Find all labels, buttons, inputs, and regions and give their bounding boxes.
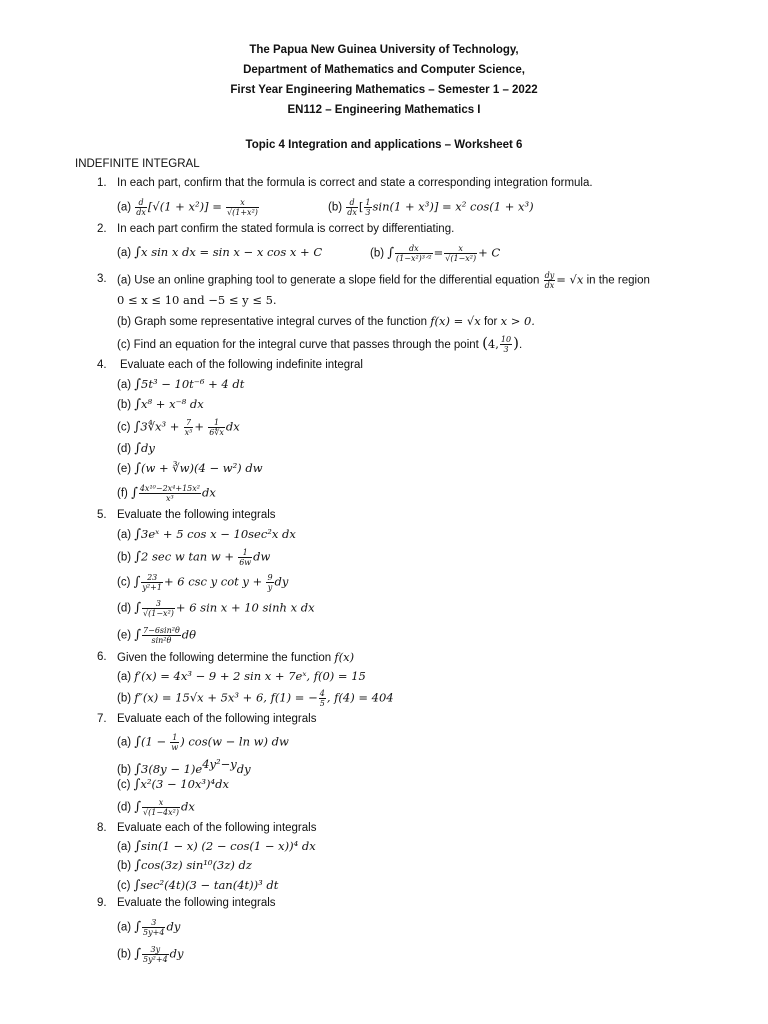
course-code: EN112 – Engineering Mathematics I — [287, 104, 481, 116]
q1-b-expr: sin(1 + x³)] = x² cos(1 + x³) — [372, 199, 534, 214]
q4-c-label: (c) — [117, 421, 131, 434]
q3-c-label: (c) — [117, 339, 131, 351]
q4-e-expr: (w + ∛w)(4 − w²) dw — [141, 461, 263, 475]
q3-c-point-b: $\frac{10}{3}$ — [500, 335, 512, 355]
q1-a-rhs: $\frac{x}{\text{√(1+x²)}}$ — [227, 198, 258, 217]
integral-sign: ∫ — [134, 734, 142, 750]
q2-b-rhs: $\frac{x}{\text{√(1−x²)}}$ — [445, 244, 477, 263]
q8-a-label: (a) — [117, 841, 132, 853]
q7-d-label: (d) — [117, 801, 132, 814]
q4-item-b — [117, 396, 204, 413]
q5-d-frac: $\frac{3}{\text{√(1−x²)}}$ — [143, 599, 174, 618]
q6-number: 6. — [97, 651, 107, 663]
q9-text: Evaluate the following integrals — [117, 897, 276, 909]
q7-item-d — [117, 798, 195, 817]
q5-c-label: (c) — [117, 576, 131, 589]
department-name: Department of Mathematics and Computer Science, — [243, 64, 525, 76]
q3-a-tail: in the region — [586, 274, 650, 287]
q6-b-tail: , f(4) = 404 — [326, 690, 394, 705]
q9-a-frac: $\frac{3}{5y+4}$ — [143, 918, 165, 937]
q6-a-label: (a) — [117, 671, 132, 683]
q6-line — [117, 649, 354, 666]
q7-a-label: (a) — [117, 736, 132, 749]
q5-c-mid: + 6 csc y cot y + — [163, 574, 263, 589]
q5-c-frac2: $\frac{9}{y}$ — [267, 573, 273, 592]
q5-d-label: (d) — [117, 602, 132, 615]
q7-c-expr: x²(3 − 10x³)⁴dx — [140, 777, 229, 791]
q6-b-label: (b) — [117, 692, 132, 705]
q1-a-expr: [√(1 + x²)] = — [147, 199, 222, 214]
integral-sign: ∫ — [131, 485, 138, 501]
q4-c-expr: 3∜x³ + — [140, 419, 180, 434]
q7-a-tail: ) cos(w − ln w) dw — [180, 734, 289, 749]
integral-sign: ∫ — [134, 919, 142, 935]
q7-a-frac: $\frac{1}{w}$ — [171, 733, 179, 752]
q4-item-f — [117, 484, 216, 503]
q2-a-expr: x sin x dx = sin x − x cos x + C — [141, 245, 323, 259]
q6-a-expr: f′(x) = 4x³ − 9 + 2 sin x + 7eˣ, f(0) = 15 — [134, 669, 366, 683]
q5-item-a — [117, 526, 296, 543]
worksheet-title: Topic 4 Integration and applications – Worksheet 6 — [245, 139, 523, 151]
q4-text: Evaluate each of the following indefinite integral — [120, 359, 363, 371]
q8-item-b — [117, 857, 252, 874]
q3-a-label: (a) — [117, 274, 132, 287]
q4-e-label: (e) — [117, 463, 132, 475]
q7-a-pre: (1 − — [141, 734, 167, 749]
q5-a-label: (a) — [117, 529, 132, 541]
q2-b-tail: + C — [478, 245, 501, 260]
q4-d-label: (d) — [117, 443, 132, 455]
d-dx-operator: $\frac{d}{dx}$ — [347, 198, 357, 217]
q6-part-a — [117, 668, 366, 685]
integral-sign: ∫ — [133, 777, 141, 792]
q5-item-d — [117, 599, 315, 618]
q5-c-tail: dy — [274, 574, 289, 589]
q1-b-label: (b) — [328, 201, 343, 214]
q7-b-label: (b) — [117, 763, 132, 776]
q3-a-eq: = √x — [556, 272, 584, 287]
integral-sign: ∫ — [133, 574, 141, 590]
q2-part-b: (b) ∫ $\frac{dx}{\text{(1−x²)³ᐟ²}}$ = $\frac{x}{\text{√(1−x²)}}$ + C — [370, 244, 501, 263]
q3-number: 3. — [97, 273, 107, 285]
q5-number: 5. — [97, 509, 107, 521]
q1-part-b: (b) $\frac{d}{dx}$ [ $\frac{1}{3}$ sin(1 + x³)] = x² cos(1 + x³) — [328, 198, 534, 217]
q7-number: 7. — [97, 713, 107, 725]
integral-sign: ∫ — [134, 858, 142, 873]
q2-b-integrand: $\frac{dx}{\text{(1−x²)³ᐟ²}}$ — [396, 244, 432, 263]
integral-sign: ∫ — [134, 397, 142, 412]
q4-a-expr: 5t³ − 10t⁻⁶ + 4 dt — [141, 377, 245, 391]
q9-b-label: (b) — [117, 948, 132, 961]
q8-b-expr: cos(3z) sin¹⁰(3z) dz — [141, 858, 252, 872]
q5-item-c — [117, 573, 288, 592]
q7-b-expr: 3(8y − 1)e — [141, 761, 203, 776]
integral-sign: ∫ — [134, 549, 142, 565]
q3-b-cond: x > 0. — [500, 314, 535, 328]
q7-item-b — [117, 756, 251, 778]
q5-b-label: (b) — [117, 551, 132, 564]
q5-b-frac: $\frac{1}{6w}$ — [239, 548, 252, 567]
course-semester: First Year Engineering Mathematics – Semester 1 – 2022 — [230, 84, 538, 96]
q5-item-b — [117, 548, 270, 567]
q1-a-label: (a) — [117, 201, 132, 214]
integral-sign: ∫ — [133, 878, 141, 893]
integral-sign: ∫ — [134, 627, 142, 643]
q5-e-label: (e) — [117, 629, 132, 642]
integral-sign: ∫ — [134, 527, 142, 542]
q6-text: Given the following determine the function — [117, 652, 332, 664]
integral-sign: ∫ — [134, 799, 142, 815]
q3-part-a — [117, 271, 650, 290]
integral-sign: ∫ — [387, 245, 395, 261]
q8-b-label: (b) — [117, 860, 132, 872]
q3-a-region: 0 ≤ x ≤ 10 and −5 ≤ y ≤ 5. — [117, 293, 277, 307]
q9-item-a — [117, 918, 180, 937]
q9-item-b — [117, 945, 184, 964]
q4-c-frac1: $\frac{7}{\text{x⁵}}$ — [184, 418, 193, 437]
q4-a-label: (a) — [117, 379, 132, 391]
q3-part-b — [117, 313, 535, 330]
q5-d-mid: + 6 sin x + 10 sinh x dx — [175, 600, 315, 615]
q2-b-label: (b) — [370, 247, 385, 260]
q5-text: Evaluate the following integrals — [117, 509, 276, 521]
q3-b-text: Graph some representative integral curves of the function — [134, 316, 428, 328]
q3-b-mid: for — [483, 316, 498, 328]
q9-b-frac: $\frac{3y}{\text{5y²+4}}$ — [143, 945, 168, 964]
q2-part-a — [117, 244, 322, 261]
integral-sign: ∫ — [134, 761, 142, 777]
q5-c-frac1: $\frac{23}{\text{y²+1}}$ — [142, 573, 162, 592]
integral-sign: ∫ — [134, 245, 142, 260]
d-dx-operator: $\frac{d}{dx}$ — [136, 198, 146, 217]
q6-text-expr: f(x) — [334, 650, 355, 664]
q7-d-tail: dx — [181, 799, 195, 814]
integral-sign: ∫ — [134, 839, 142, 854]
q4-item-a — [117, 376, 244, 393]
q5-item-e — [117, 626, 196, 645]
q3-part-c: (c) Find an equation for the integral curve that passes through the point (4, $\frac{10}{3}$ ). — [117, 334, 523, 355]
q3-b-label: (b) — [117, 316, 132, 328]
q4-number: 4. — [97, 359, 107, 371]
q3-c-text: Find an equation for the integral curve that passes through the point — [133, 339, 479, 351]
q4-f-frac: $\frac{\text{4x¹⁰−2x⁴+15x²}}{\text{x³}}$ — [139, 484, 200, 503]
q4-d-expr: dy — [141, 441, 155, 455]
integral-sign: ∫ — [134, 461, 142, 476]
integral-sign: ∫ — [134, 600, 142, 616]
q7-c-label: (c) — [117, 779, 131, 791]
q8-item-a — [117, 838, 316, 855]
q3-c-point-a: 4, — [487, 337, 499, 351]
dy-dx: $\frac{dy}{dx}$ — [544, 271, 555, 290]
q9-a-label: (a) — [117, 921, 132, 934]
q9-number: 9. — [97, 897, 107, 909]
q9-b-tail: dy — [169, 946, 184, 961]
integral-sign: ∫ — [134, 441, 142, 456]
q5-e-frac: $\frac{\text{7−6sin²θ}}{\text{sin²θ}}$ — [143, 626, 180, 645]
q4-b-label: (b) — [117, 399, 132, 411]
q5-e-tail: dθ — [181, 627, 197, 642]
q4-item-c: (c) ∫3∜x³ + $\frac{7}{\text{x⁵}}$ + $\frac{1}{6∜x}$ dx — [117, 418, 240, 437]
q1-number: 1. — [97, 177, 107, 189]
section-title: INDEFINITE INTEGRAL — [75, 158, 200, 170]
q2-a-label: (a) — [117, 247, 132, 259]
university-name: The Papua New Guinea University of Technology, — [249, 44, 519, 56]
q5-b-expr: 2 sec w tan w + — [141, 549, 234, 564]
q6-b-frac: $\frac{4}{5}$ — [319, 689, 325, 708]
q4-f-tail: dx — [201, 485, 216, 500]
q1-text: In each part, confirm that the formula is correct and state a corresponding integration formula. — [117, 177, 593, 189]
one-third: $\frac{1}{3}$ — [365, 198, 371, 217]
q1-part-a — [117, 198, 260, 217]
integral-sign: ∫ — [133, 419, 141, 435]
q7-item-c — [117, 776, 229, 793]
q7-item-a — [117, 733, 289, 752]
q4-item-e — [117, 460, 263, 477]
q3-b-expr: f(x) = √x — [430, 314, 481, 328]
q5-b-tail: dw — [253, 549, 271, 564]
integral-sign: ∫ — [134, 946, 142, 962]
q3-a-text: Use an online graphing tool to generate a slope field for the differential equation — [134, 274, 540, 287]
q4-b-expr: x⁸ + x⁻⁸ dx — [141, 397, 204, 411]
q8-text: Evaluate each of the following integrals — [117, 822, 317, 834]
q8-c-label: (c) — [117, 880, 131, 892]
q8-number: 8. — [97, 822, 107, 834]
q5-a-expr: 3eˣ + 5 cos x − 10sec²x dx — [141, 527, 296, 541]
q7-b-exponent: 4y²−y — [202, 757, 237, 771]
q6-b-expr: f″(x) = 15√x + 5x³ + 6, f(1) = − — [134, 690, 318, 705]
q4-c-tail: dx — [225, 419, 240, 434]
q4-item-d — [117, 440, 155, 457]
q4-f-label: (f) — [117, 487, 128, 500]
q8-a-expr: sin(1 − x) (2 − cos(1 − x))⁴ dx — [141, 839, 316, 853]
q2-text: In each part confirm the stated formula is correct by differentiating. — [117, 223, 455, 235]
q6-part-b — [117, 689, 394, 708]
q7-text: Evaluate each of the following integrals — [117, 713, 317, 725]
q9-a-tail: dy — [166, 919, 181, 934]
q4-c-frac2: $\frac{1}{6∜x}$ — [209, 418, 224, 437]
q2-number: 2. — [97, 223, 107, 235]
q8-c-expr: sec²(4t)(3 − tan(4t))³ dt — [140, 878, 279, 892]
q7-b-tail: dy — [236, 761, 251, 776]
q8-item-c — [117, 877, 278, 894]
q7-d-frac: $\frac{x}{\text{√(1−4x²)}}$ — [143, 798, 179, 817]
integral-sign: ∫ — [134, 377, 142, 392]
